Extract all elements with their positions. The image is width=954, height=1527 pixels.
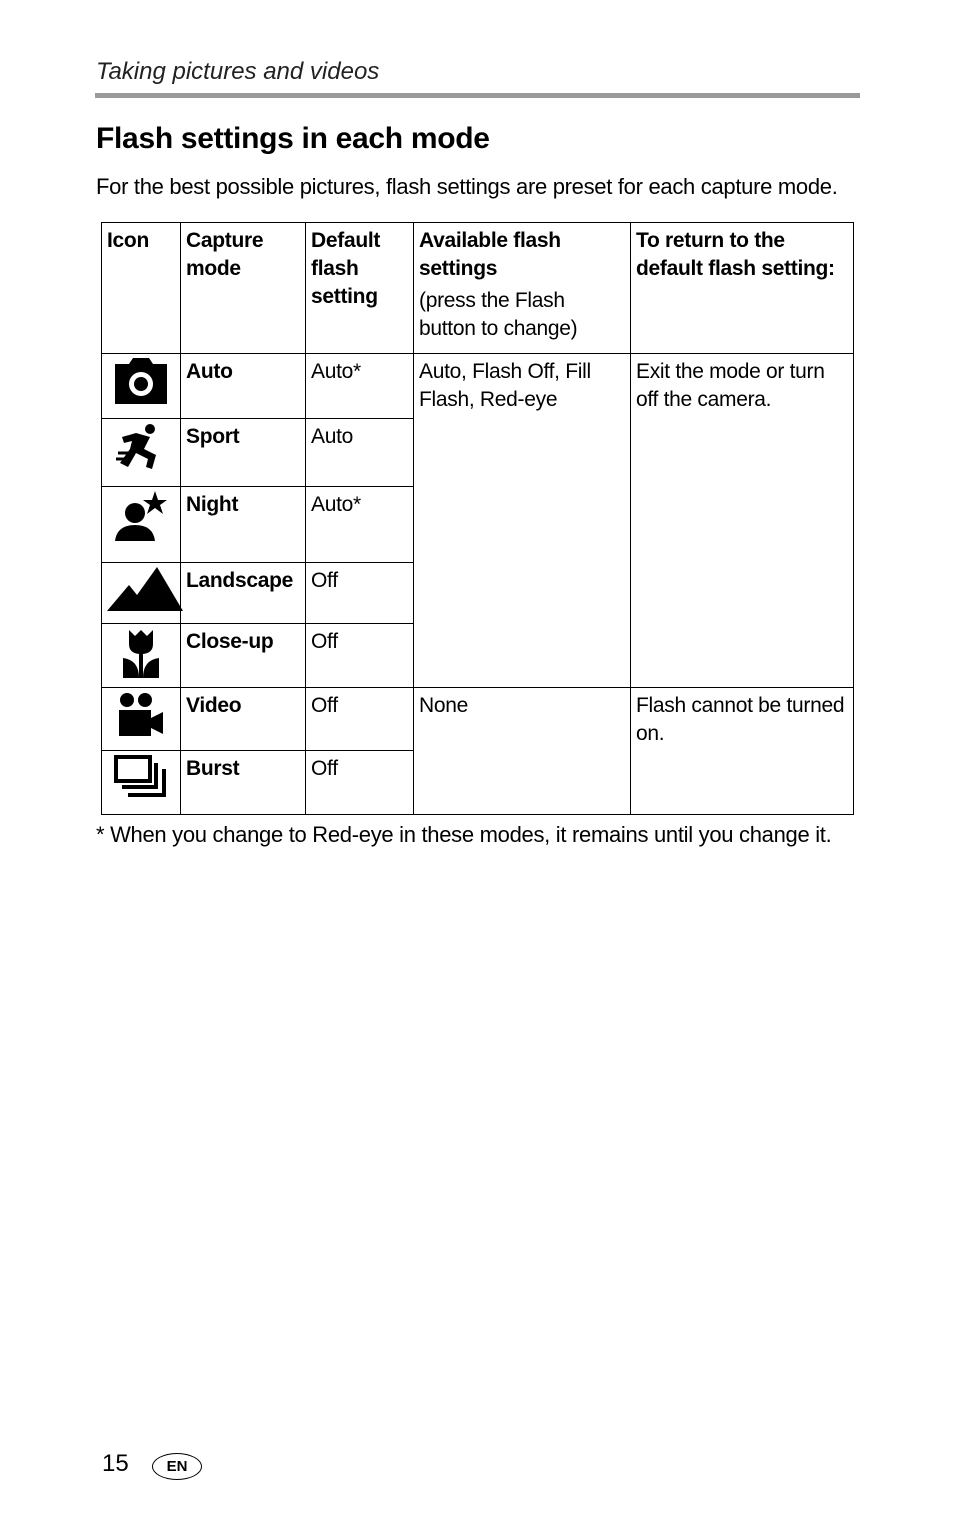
mode-name: Sport (181, 419, 306, 487)
default-setting: Off (306, 563, 414, 624)
table-row (102, 354, 854, 419)
close-up-icon (102, 624, 181, 688)
table-header-row (102, 223, 854, 354)
camera-icon (102, 354, 181, 419)
sport-icon (102, 419, 181, 487)
header-return-default: To return to the default flash setting: (631, 223, 854, 354)
header-available-label: Available flash settings (419, 229, 561, 280)
footnote: * When you change to Red-eye in these modes, it remains until you change it. (96, 822, 832, 847)
mode-name: Video (181, 688, 306, 751)
mode-name: Close-up (181, 624, 306, 688)
table-row (102, 688, 854, 751)
default-setting: Off (306, 624, 414, 688)
available-settings: Auto, Flash Off, Fill Flash, Red-eye (414, 354, 631, 688)
language-badge: EN (152, 1453, 202, 1480)
video-icon (102, 688, 181, 751)
mode-name: Burst (181, 751, 306, 815)
night-icon (102, 487, 181, 563)
default-setting: Off (306, 688, 414, 751)
header-capture-mode: Capture mode (181, 223, 306, 354)
section-title: Flash settings in each mode (96, 122, 490, 155)
default-setting: Off (306, 751, 414, 815)
intro-paragraph: For the best possible pictures, flash settings are preset for each capture mode. (96, 174, 838, 199)
mode-name: Night (181, 487, 306, 563)
mode-name: Auto (181, 354, 306, 419)
default-setting: Auto (306, 419, 414, 487)
flash-settings-table (101, 222, 854, 815)
running-head: Taking pictures and videos (96, 58, 380, 85)
mode-name: Landscape (181, 563, 306, 624)
header-available-note: (press the Flash button to change) (419, 289, 578, 340)
default-setting: Auto* (306, 354, 414, 419)
burst-icon (102, 751, 181, 815)
header-icon: Icon (102, 223, 181, 354)
header-available (414, 223, 631, 354)
return-instruction: Flash cannot be turned on. (631, 688, 854, 815)
header-default-flash: Default flash setting (306, 223, 414, 354)
return-instruction: Exit the mode or turn off the camera. (631, 354, 854, 688)
header-rule (95, 93, 860, 98)
page-number: 15 (102, 1450, 129, 1477)
available-settings: None (414, 688, 631, 815)
default-setting: Auto* (306, 487, 414, 563)
landscape-icon (102, 563, 181, 624)
